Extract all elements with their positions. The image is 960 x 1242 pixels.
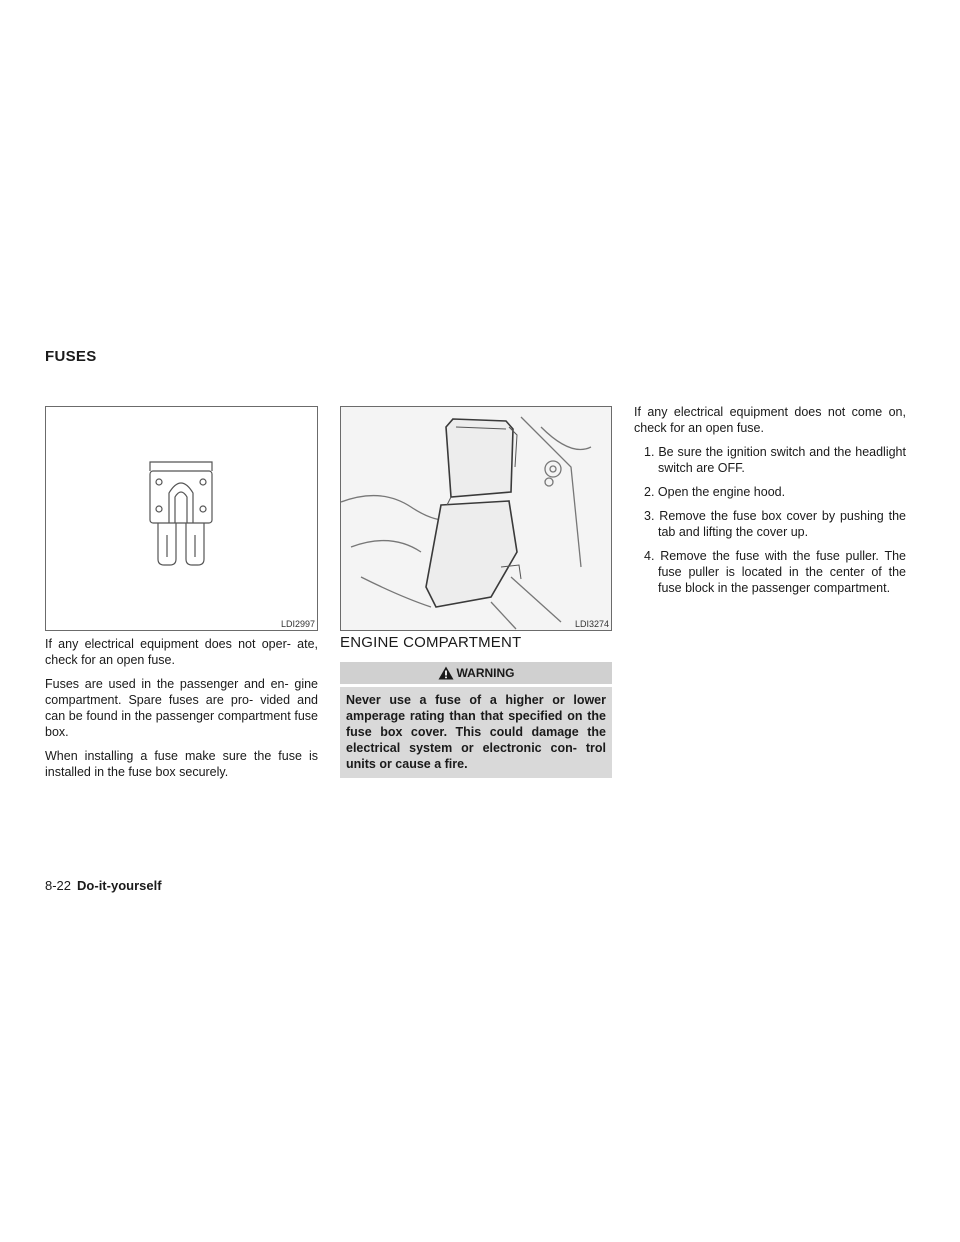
page-footer — [45, 878, 162, 893]
warning-box — [340, 662, 612, 778]
warning-icon — [438, 666, 454, 680]
warning-header — [340, 662, 612, 684]
warning-label: WARNING — [456, 666, 515, 680]
figure-code: LDI2997 — [280, 619, 315, 629]
blade-fuse-drawing — [46, 407, 318, 631]
figure-code: LDI3274 — [574, 619, 609, 629]
list-item: 1. Be sure the ignition switch and the headlight switch are OFF. — [644, 445, 906, 475]
chapter-name: Do-it-yourself — [77, 878, 162, 893]
engine-compartment-photo — [340, 406, 612, 631]
page-number: 8-22 — [45, 878, 72, 893]
list-item: 2. Open the engine hood. — [644, 485, 786, 499]
steps-list — [634, 444, 906, 596]
right-column — [634, 404, 906, 604]
paragraph: Fuses are used in the passenger and en- gine compartment. Spare fuses are pro- vided and can be found in the passenger compartment fuse box. — [45, 677, 318, 739]
paragraph: When installing a fuse make sure the fuse is installed in the fuse box securely. — [45, 749, 318, 779]
warning-text: Never use a fuse of a higher or lower amperage rating than that specified on the fuse box cover. This could damage the electrical system or electronic con- trol units or cause a fire. — [340, 687, 612, 778]
engine-fuse-box-drawing — [341, 407, 612, 631]
paragraph: If any electrical equipment does not oper- ate, check for an open fuse. — [45, 637, 318, 667]
intro-paragraph: If any electrical equipment does not come on, check for an open fuse. — [634, 405, 906, 435]
list-item: 4. Remove the fuse with the fuse puller. The fuse puller is located in the center of the fuse block in the passenger compartment. — [644, 549, 906, 595]
fuse-illustration — [45, 406, 318, 631]
list-item: 3. Remove the fuse box cover by pushing the tab and lifting the cover up. — [644, 509, 906, 539]
left-column — [45, 636, 318, 788]
subsection-heading: ENGINE COMPARTMENT — [340, 634, 522, 651]
section-title: FUSES — [45, 348, 97, 365]
